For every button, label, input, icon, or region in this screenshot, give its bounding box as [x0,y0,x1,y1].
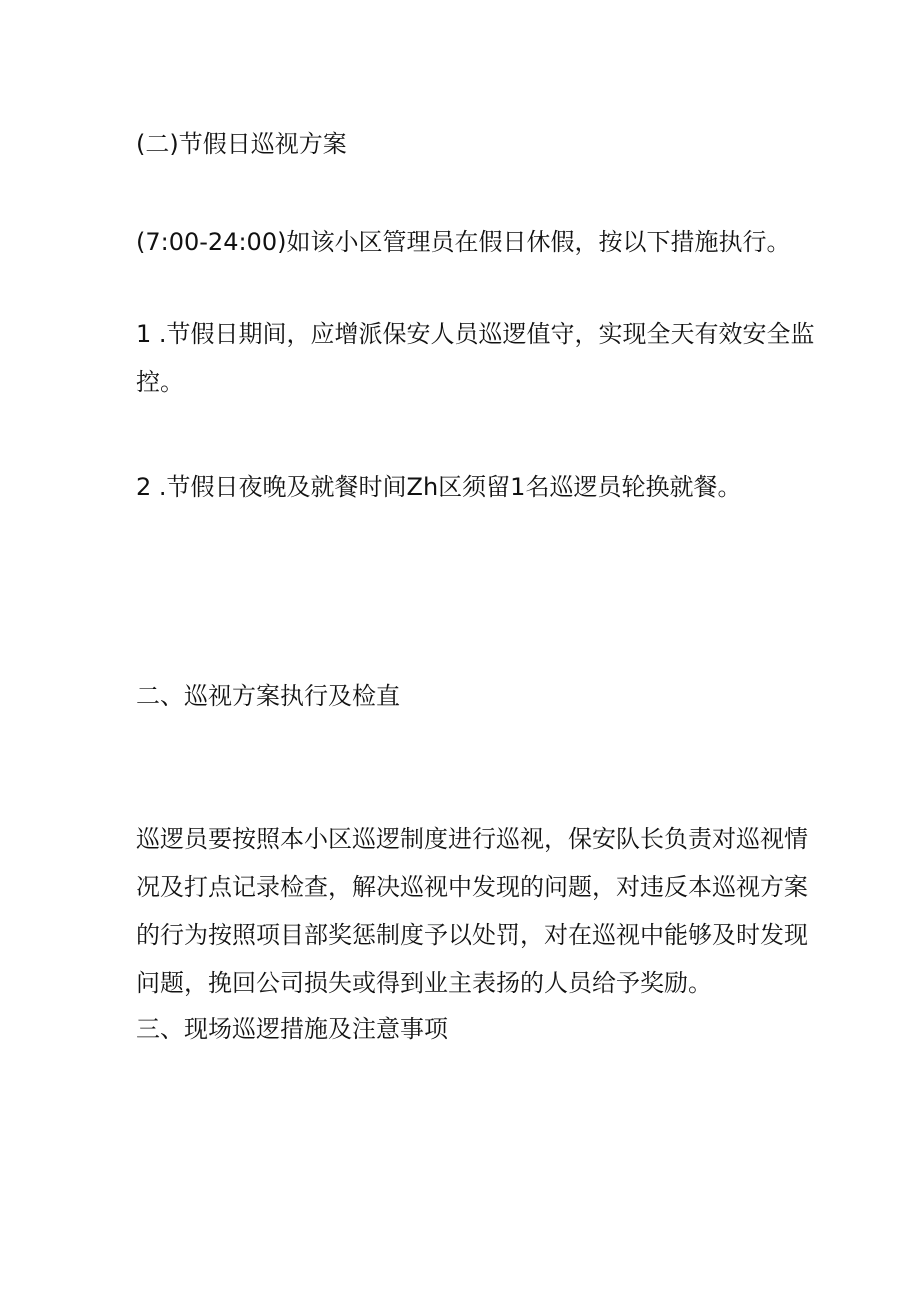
paragraph-line-3: 的行为按照项目部奖惩制度予以处罚，对在巡视中能够及时发现 [136,921,808,949]
holiday-intro-text: (7:00-24:00)如该小区管理员在假日休假，按以下措施执行。 [136,228,791,256]
list-item-1-line-2: 控。 [136,368,184,396]
list-item-1-line-1: 1 .节假日期间，应增派保安人员巡逻值守，实现全天有效安全监 [136,320,815,348]
paragraph-line-4: 问题，挽回公司损失或得到业主表扬的人员给予奖励。 [136,969,712,997]
section-2-heading: 二、巡视方案执行及检直 [136,682,400,710]
section-3-heading: 三、现场巡逻措施及注意事项 [136,1015,448,1043]
paragraph-line-2: 况及打点记录检查，解决巡视中发现的问题，对违反本巡视方案 [136,873,808,901]
paragraph-line-1: 巡逻员要按照本小区巡逻制度进行巡视，保安队长负责对巡视情 [136,825,808,853]
list-item-2: 2 .节假日夜晚及就餐时间Zh区须留1名巡逻员轮换就餐。 [136,473,742,501]
holiday-patrol-heading: (二)节假日巡视方案 [136,130,347,158]
